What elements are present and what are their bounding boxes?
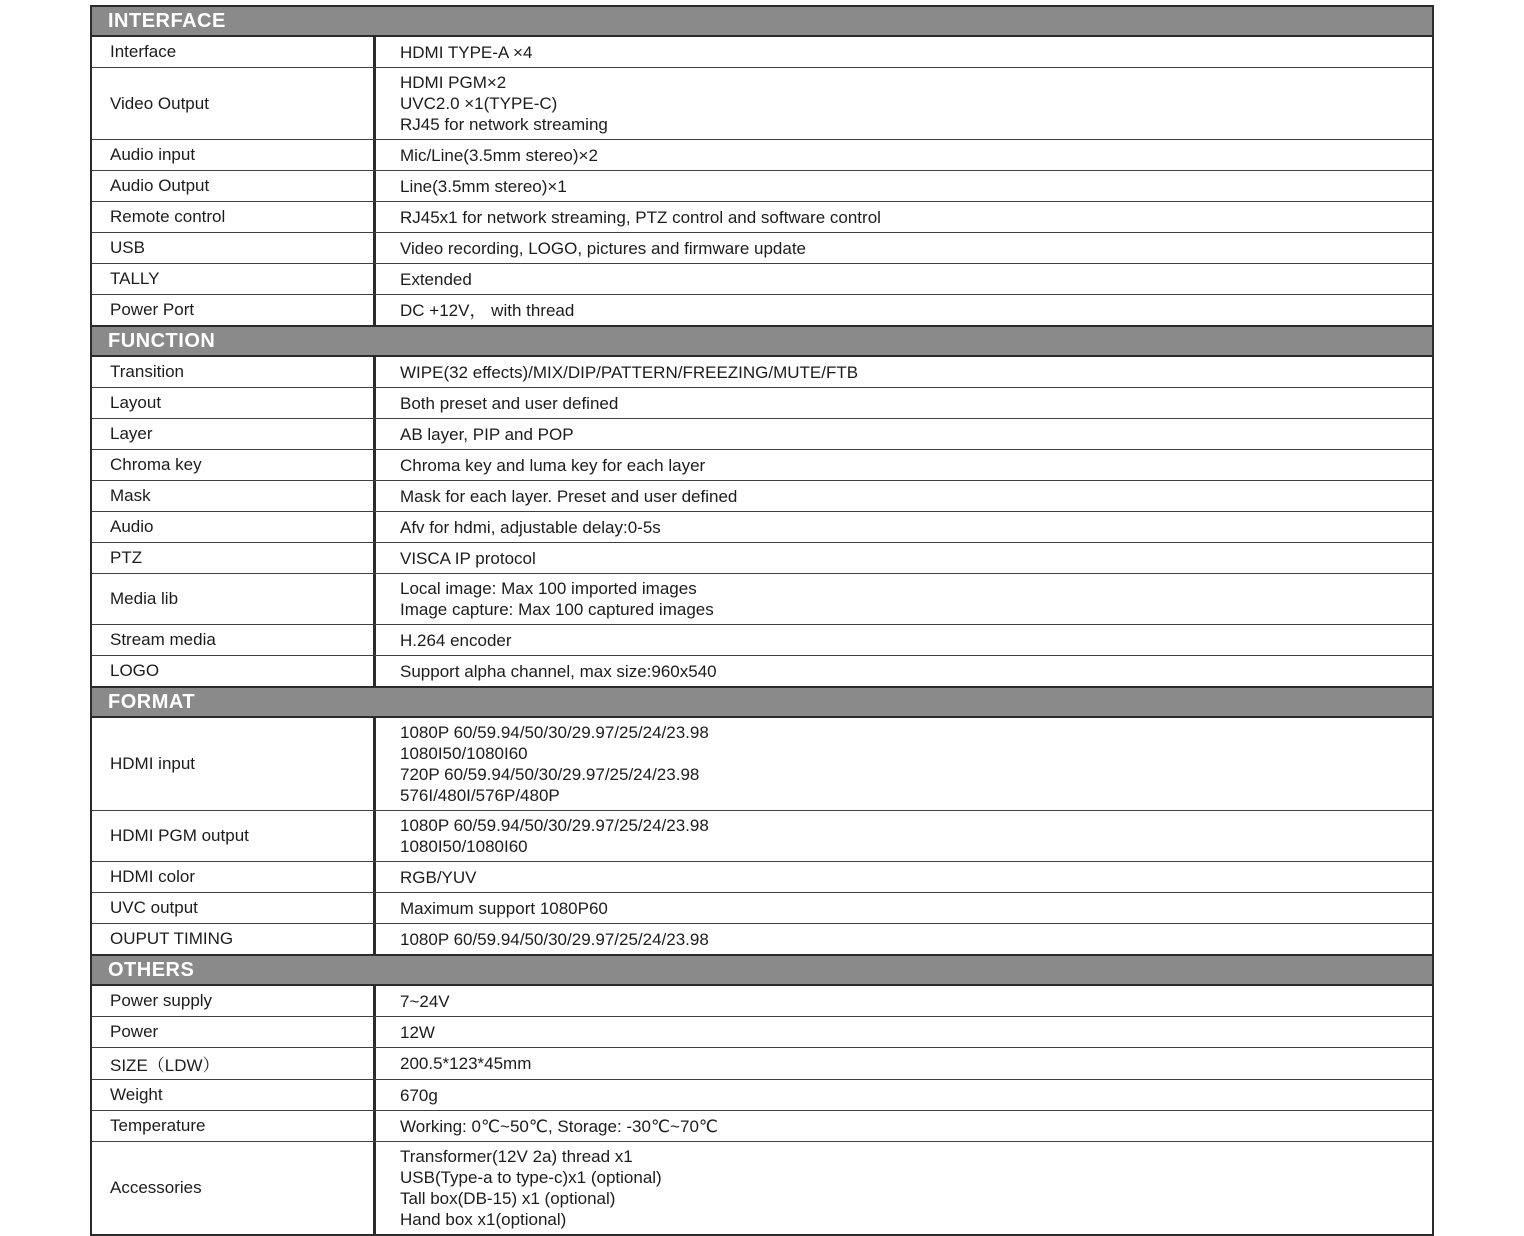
spec-value-line: 1080I50/1080I60	[400, 837, 528, 856]
section-header	[92, 325, 1432, 357]
spec-value-line: UVC2.0 ×1(TYPE-C)	[400, 94, 558, 113]
spec-label: OUPUT TIMING	[92, 924, 376, 954]
spec-value-line: Tall box(DB-15) x1 (optional)	[400, 1189, 616, 1208]
spec-value	[376, 357, 1432, 387]
spec-label: Transition	[92, 357, 376, 387]
spec-value-line: 670g	[400, 1085, 438, 1105]
spec-value-line: Local image: Max 100 imported images	[400, 579, 697, 598]
spec-value-line: DC +12V， with thread	[400, 300, 575, 320]
spec-row	[92, 449, 1432, 480]
spec-label: Power supply	[92, 986, 376, 1016]
spec-value-line: 720P 60/59.94/50/30/29.97/25/24/23.98	[400, 765, 700, 784]
spec-value-line: Afv for hdmi, adjustable delay:0-5s	[400, 517, 661, 537]
spec-row	[92, 892, 1432, 923]
spec-row	[92, 542, 1432, 573]
spec-label: HDMI color	[92, 862, 376, 892]
spec-value-line: Line(3.5mm stereo)×1	[400, 176, 567, 196]
spec-value	[376, 1080, 1432, 1110]
spec-label: SIZE（LDW）	[92, 1048, 376, 1079]
spec-value-line: 1080P 60/59.94/50/30/29.97/25/24/23.98	[400, 929, 709, 949]
spec-value-line: RJ45x1 for network streaming, PTZ control and software control	[400, 207, 881, 227]
spec-value-line: Mask for each layer. Preset and user defined	[400, 486, 738, 506]
spec-value-line: VISCA IP protocol	[400, 548, 536, 568]
spec-label: UVC output	[92, 893, 376, 923]
spec-value-line: Video recording, LOGO, pictures and firmware update	[400, 238, 807, 258]
spec-value	[376, 811, 1432, 861]
spec-value	[376, 202, 1432, 232]
spec-row	[92, 480, 1432, 511]
spec-row	[92, 1047, 1432, 1079]
spec-label: HDMI input	[92, 718, 376, 810]
spec-value-line: 12W	[400, 1022, 435, 1042]
spec-value	[376, 543, 1432, 573]
spec-value	[376, 233, 1432, 263]
spec-row	[92, 655, 1432, 686]
spec-value	[376, 924, 1432, 954]
spec-value	[376, 1017, 1432, 1047]
spec-row	[92, 923, 1432, 954]
spec-value-line: Transformer(12V 2a) thread x1	[400, 1147, 633, 1166]
spec-value	[376, 1142, 1432, 1234]
spec-row	[92, 263, 1432, 294]
section-title: OTHERS	[108, 958, 195, 981]
spec-label: Temperature	[92, 1111, 376, 1141]
spec-row	[92, 357, 1432, 387]
spec-value	[376, 1048, 1432, 1079]
spec-label: Layer	[92, 419, 376, 449]
spec-value-line: USB(Type-a to type-c)x1 (optional)	[400, 1168, 662, 1187]
spec-label: HDMI PGM output	[92, 811, 376, 861]
spec-value-line: AB layer, PIP and POP	[400, 424, 574, 444]
spec-value-line: Working: 0℃~50℃, Storage: -30℃~70℃	[400, 1116, 718, 1136]
spec-value-line: 7~24V	[400, 991, 450, 1011]
spec-value-line: RJ45 for network streaming	[400, 115, 608, 134]
spec-label: Video Output	[92, 68, 376, 139]
spec-label: Remote control	[92, 202, 376, 232]
spec-value	[376, 1111, 1432, 1141]
spec-label: LOGO	[92, 656, 376, 686]
section-header	[92, 954, 1432, 986]
spec-value-line: HDMI TYPE-A ×4	[400, 42, 533, 62]
spec-label: Audio	[92, 512, 376, 542]
spec-value-line: 1080P 60/59.94/50/30/29.97/25/24/23.98	[400, 816, 709, 835]
spec-label: Layout	[92, 388, 376, 418]
spec-value	[376, 37, 1432, 67]
spec-label: USB	[92, 233, 376, 263]
spec-value-line: Support alpha channel, max size:960x540	[400, 661, 717, 681]
spec-value	[376, 574, 1432, 624]
spec-value	[376, 481, 1432, 511]
spec-row	[92, 67, 1432, 139]
spec-row	[92, 170, 1432, 201]
spec-value-line: HDMI PGM×2	[400, 73, 507, 92]
spec-label: PTZ	[92, 543, 376, 573]
spec-value	[376, 388, 1432, 418]
spec-value-line: 200.5*123*45mm	[400, 1054, 532, 1073]
section-title: FUNCTION	[108, 329, 216, 352]
spec-label: Mask	[92, 481, 376, 511]
spec-value	[376, 862, 1432, 892]
spec-row	[92, 139, 1432, 170]
spec-value	[376, 171, 1432, 201]
spec-value-line: Chroma key and luma key for each layer	[400, 455, 706, 475]
spec-value	[376, 625, 1432, 655]
spec-value-line: Both preset and user defined	[400, 393, 619, 413]
spec-label: Stream media	[92, 625, 376, 655]
spec-row	[92, 201, 1432, 232]
spec-value-line: Image capture: Max 100 captured images	[400, 600, 714, 619]
spec-label: Power Port	[92, 295, 376, 325]
spec-value	[376, 450, 1432, 480]
spec-row	[92, 387, 1432, 418]
spec-row	[92, 624, 1432, 655]
spec-label: Interface	[92, 37, 376, 67]
spec-value-line: 1080I50/1080I60	[400, 744, 528, 763]
spec-value	[376, 295, 1432, 325]
spec-value	[376, 986, 1432, 1016]
spec-row	[92, 810, 1432, 861]
spec-label: Audio Output	[92, 171, 376, 201]
spec-value	[376, 718, 1432, 810]
spec-label: Media lib	[92, 574, 376, 624]
spec-row	[92, 718, 1432, 810]
spec-label: TALLY	[92, 264, 376, 294]
spec-value	[376, 656, 1432, 686]
section-header	[92, 5, 1432, 37]
spec-row	[92, 573, 1432, 624]
spec-value-line: Hand box x1(optional)	[400, 1210, 567, 1229]
spec-row	[92, 37, 1432, 67]
spec-value	[376, 419, 1432, 449]
section-title: INTERFACE	[108, 9, 226, 32]
spec-row	[92, 232, 1432, 263]
spec-value-line: H.264 encoder	[400, 630, 512, 650]
spec-label: Power	[92, 1017, 376, 1047]
spec-value-line: 1080P 60/59.94/50/30/29.97/25/24/23.98	[400, 723, 709, 742]
spec-row	[92, 1141, 1432, 1234]
spec-value-line: 576I/480I/576P/480P	[400, 786, 560, 805]
spec-label: Audio input	[92, 140, 376, 170]
section-header	[92, 686, 1432, 718]
spec-row	[92, 861, 1432, 892]
spec-value	[376, 68, 1432, 139]
spec-value-line: Extended	[400, 269, 472, 289]
spec-value-line: RGB/YUV	[400, 867, 477, 887]
spec-label: Accessories	[92, 1142, 376, 1234]
spec-row	[92, 418, 1432, 449]
spec-row	[92, 1079, 1432, 1110]
spec-row	[92, 294, 1432, 325]
spec-table	[90, 5, 1434, 1236]
spec-value	[376, 512, 1432, 542]
section-title: FORMAT	[108, 690, 196, 713]
spec-value-line: WIPE(32 effects)/MIX/DIP/PATTERN/FREEZING/MUTE/FTB	[400, 362, 859, 382]
spec-label: Chroma key	[92, 450, 376, 480]
spec-value-line: Maximum support 1080P60	[400, 898, 608, 918]
spec-value	[376, 264, 1432, 294]
spec-value	[376, 140, 1432, 170]
spec-row	[92, 1016, 1432, 1047]
spec-value-line: Mic/Line(3.5mm stereo)×2	[400, 145, 598, 165]
spec-label: Weight	[92, 1080, 376, 1110]
spec-row	[92, 986, 1432, 1016]
spec-row	[92, 1110, 1432, 1141]
spec-value	[376, 893, 1432, 923]
spec-row	[92, 511, 1432, 542]
